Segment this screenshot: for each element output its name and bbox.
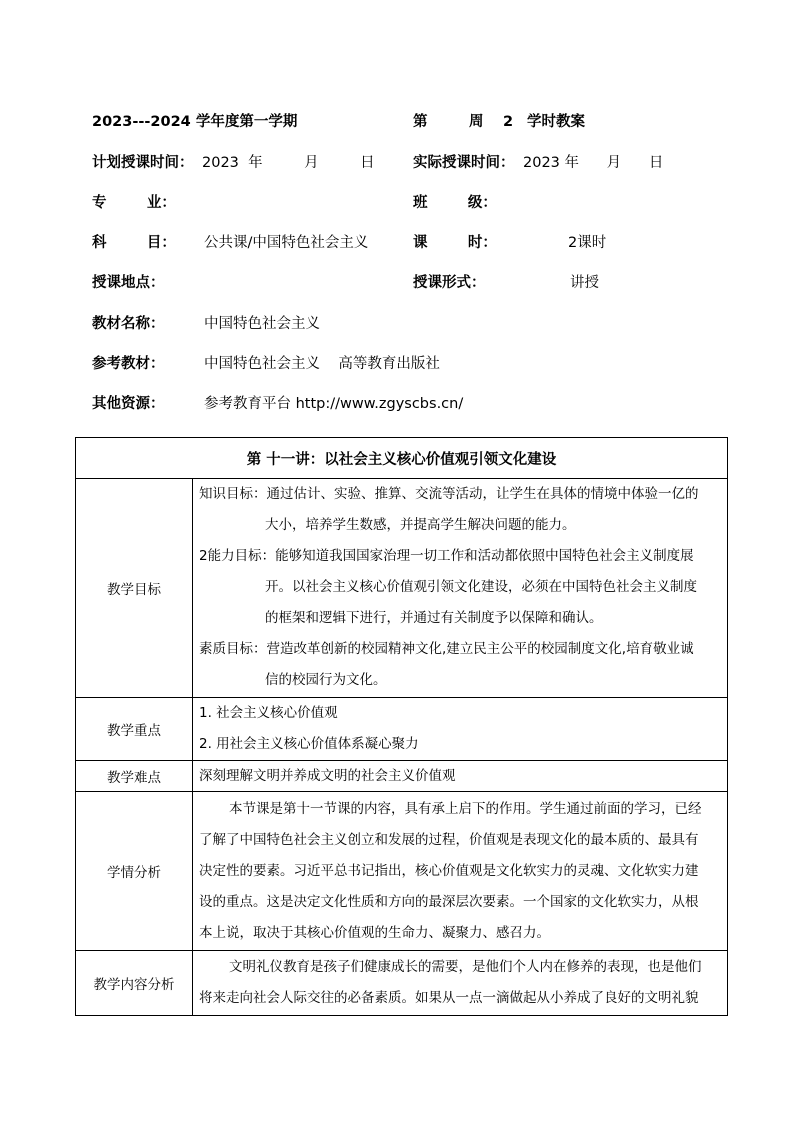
ability-goal-line-3: 的框架和逻辑下进行，并通过有关制度予以保障和确认。: [265, 610, 603, 626]
lesson-plan-title: 学时教案: [527, 114, 585, 130]
form-value: 讲授: [570, 275, 599, 291]
quality-goal-line-1: 素质目标：营造改革创新的校园精神文化,建立民主公平的校园制度文化,培育敬业诚: [199, 641, 694, 657]
week-prefix: 第: [413, 114, 428, 130]
keypoint-item: 1. 社会主义核心价值观: [199, 705, 338, 721]
class-label: 班 级：: [413, 195, 497, 211]
subject-value: 公共课/中国特色社会主义: [204, 235, 369, 251]
analysis-line: 设的重点。这是决定文化性质和方向的最深层次要素。一个国家的文化软实力，从根: [199, 893, 699, 910]
reference-value: 中国特色社会主义 高等教育出版社: [204, 356, 440, 372]
actual-time-value: 2023 年 月 日: [523, 155, 664, 171]
ability-goal-line-1: 2能力目标：能够知道我国国家治理一切工作和活动都依照中国特色社会主义制度展: [199, 548, 694, 564]
ability-goal-line-2: 开。以社会主义核心价值观引领文化建设，必须在中国特色社会主义制度: [265, 579, 697, 595]
analysis-cell: [193, 792, 728, 951]
hours-value: 2课时: [568, 235, 607, 251]
analysis-line: 本节课是第十一节课的内容，具有承上启下的作用。学生通过前面的学习，已经: [229, 800, 702, 817]
term-title: 2023---2024 学年度第一学期: [92, 114, 298, 130]
content-analysis-line: 将来走向社会人际交往的必备素质。如果从一点一滴做起从小养成了良好的文明礼貌: [199, 990, 699, 1006]
goals-label: 教学目标: [76, 479, 193, 698]
resources-label: 其他资源：: [92, 396, 165, 412]
knowledge-goal-line-1: 知识目标：通过估计、实验、推算、交流等活动，让学生在具体的情境中体验一亿的: [199, 486, 699, 502]
knowledge-goal-line-2: 大小，培养学生数感，并提高学生解决问题的能力。: [265, 517, 576, 533]
subject-label: 科 目：: [92, 235, 176, 251]
lecture-title: 第 十一讲：以社会主义核心价值观引领文化建设: [76, 438, 728, 479]
difficulty-label: 教学难点: [76, 761, 193, 792]
actual-time-label: 实际授课时间：: [413, 155, 515, 171]
content-analysis-cell: [193, 951, 728, 1016]
difficulty-text: 深刻理解文明并养成文明的社会主义价值观: [199, 768, 456, 784]
analysis-line: 本上说，取决于其核心价值观的生命力、凝聚力、感召力。: [199, 924, 550, 941]
location-label: 授课地点：: [92, 275, 165, 291]
keypoint-item: 2. 用社会主义核心价值体系凝心聚力: [199, 736, 419, 752]
textbook-value: 中国特色社会主义: [204, 316, 320, 332]
resources-value: 参考教育平台 http://www.zgyscbs.cn/: [204, 396, 464, 412]
textbook-label: 教材名称：: [92, 316, 165, 332]
form-label: 授课形式：: [413, 275, 486, 291]
week-number: 2: [503, 114, 514, 130]
quality-goal-line-2: 信的校园行为文化。: [265, 672, 387, 688]
analysis-label: 学情分析: [76, 792, 193, 951]
analysis-line: 决定性的要素。习近平总书记指出，核心价值观是文化软实力的灵魂、文化软实力建: [199, 862, 699, 879]
content-analysis-line: 文明礼仪教育是孩子们健康成长的需要，是他们个人内在修养的表现，也是他们: [229, 959, 702, 975]
plan-time-label: 计划授课时间：: [92, 155, 194, 171]
difficulty-cell: [193, 761, 728, 792]
keypoints-cell: [193, 698, 728, 761]
lesson-plan-table: [75, 437, 728, 1016]
reference-label: 参考教材：: [92, 356, 165, 372]
hours-label: 课 时：: [413, 235, 497, 251]
week-label: 周: [469, 114, 484, 130]
analysis-line: 了解了中国特色社会主义创立和发展的过程，价值观是表现文化的最本质的、最具有: [199, 831, 699, 848]
major-label: 专 业：: [92, 195, 176, 211]
goals-cell: [193, 479, 728, 698]
content-analysis-label: 教学内容分析: [76, 951, 193, 1016]
keypoints-label: 教学重点: [76, 698, 193, 761]
plan-time-value: 2023 年 月 日: [202, 155, 375, 171]
